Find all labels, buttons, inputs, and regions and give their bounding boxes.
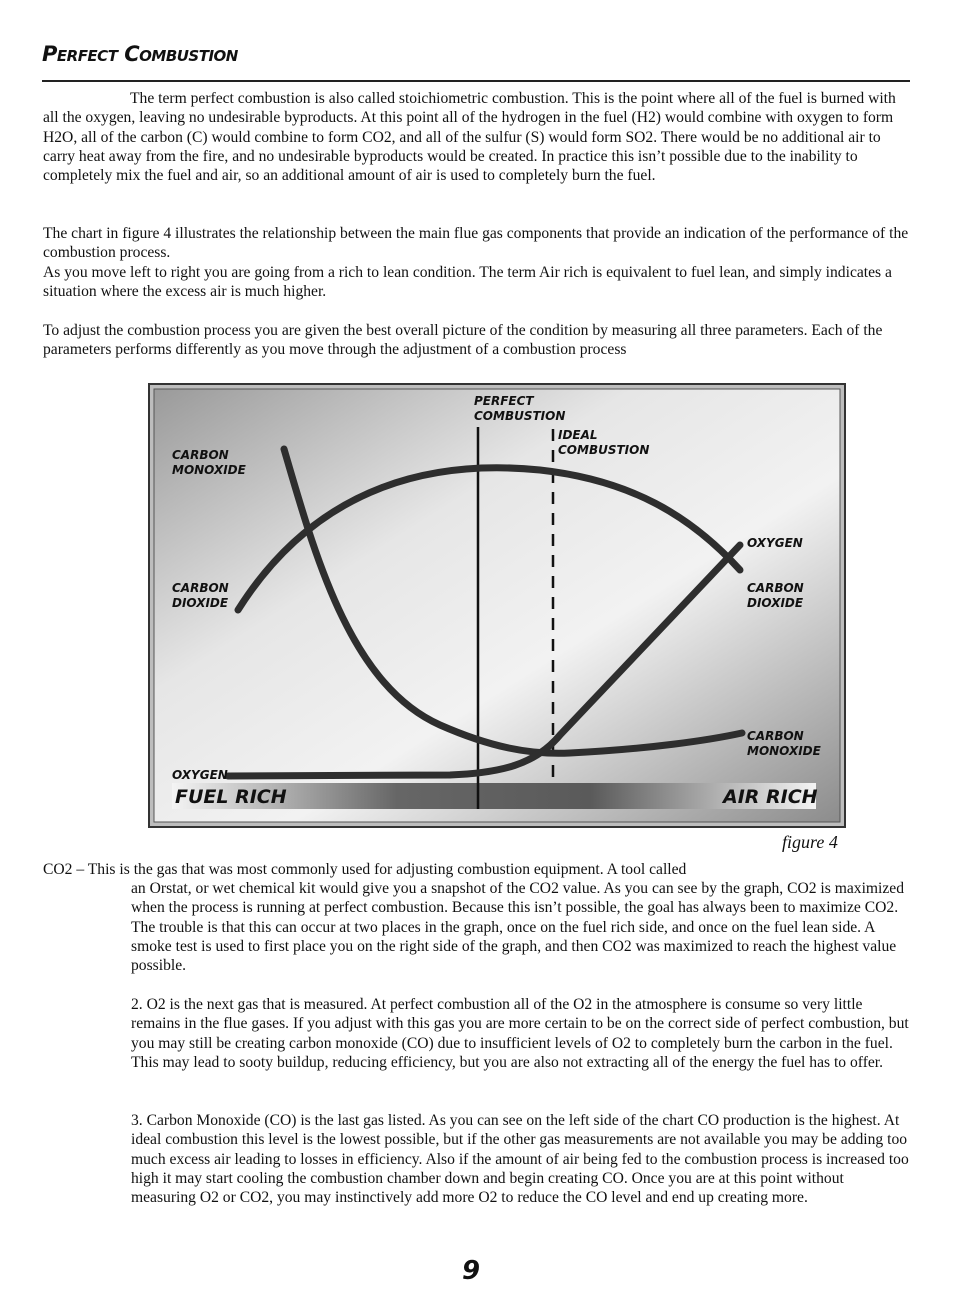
label-carbon-monoxide-left: CARBON bbox=[172, 448, 229, 462]
label-perfect-combustion: COMBUSTION bbox=[474, 409, 566, 423]
label-carbon-dioxide-left: CARBON bbox=[172, 581, 229, 595]
item-co2-lead: CO2 – This is the gas that was most commonly used for adjusting combustion equipment. A tool called bbox=[43, 861, 687, 878]
label-ideal-combustion: COMBUSTION bbox=[558, 443, 650, 457]
label-carbon-dioxide-right-2: DIOXIDE bbox=[747, 596, 804, 610]
label-carbon-monoxide-left-2: MONOXIDE bbox=[172, 463, 246, 477]
item-co2-body: an Orstat, or wet chemical kit would give you a snapshot of the CO2 value. As you can see by the graph, CO2 is maximized when the process is running at perfect combustion. Because this isn’t possible, the goal has always been to maximize CO2. The trouble is that this can occur at two places in the graph, once on the fuel rich side, and once on the fuel lean side. A smoke test is used to first place you on the right side of the graph, and then CO2 was maximized to reach the highest value possible. bbox=[131, 880, 905, 975]
heading-rule bbox=[42, 80, 910, 82]
label-carbon-dioxide-right: CARBON bbox=[747, 581, 804, 595]
label-oxygen-left: OXYGEN bbox=[172, 768, 228, 782]
chart-background bbox=[154, 389, 840, 822]
label-air-rich: AIR RICH bbox=[723, 786, 818, 808]
paragraph-perfect-combustion: The term perfect combustion is also called stoichiometric combustion. This is the point where all of the fuel is burned with all the oxygen, leaving no undesirable byproducts. At this point all of the hydrogen in the fuel (H2) would combine with oxygen to form H2O, all of the carbon (C) would combine to form CO2, and all of the sulfur (S) would form SO2. There would be no additional air to carry heat away from the fire, and no undesirable byproducts would be created. In practice this isn’t possible due to the inability to completely mix the fuel and air, so an additional amount of air is used to completely burn the fuel. bbox=[43, 90, 896, 185]
label-perfect: PERFECT bbox=[474, 394, 534, 408]
combustion-chart-svg bbox=[150, 385, 844, 826]
figure-caption: figure 4 bbox=[782, 832, 838, 852]
label-oxygen-right: OXYGEN bbox=[747, 536, 803, 550]
label-carbon-monoxide-right: CARBON bbox=[747, 729, 804, 743]
paragraph-adjust: To adjust the combustion process you are given the best overall picture of the condition by measuring all three parameters. Each of the parameters performs differently as you move through the adjustment of a combustion process bbox=[43, 322, 883, 359]
paragraph-chart-intro: The chart in figure 4 illustrates the relationship between the main flue gas components that provide an indication of the performance of the combustion process. bbox=[43, 225, 909, 262]
label-fuel-rich: FUEL RICH bbox=[175, 786, 287, 808]
label-carbon-dioxide-left-2: DIOXIDE bbox=[172, 596, 229, 610]
section-heading: Perfect Combustion bbox=[42, 42, 238, 66]
item-carbon-monoxide: 3. Carbon Monoxide (CO) is the last gas listed. As you can see on the left side of the chart CO production is the highest. At ideal combustion this level is the lowest possible, but if the other gas measurements are not available you may be adding too much excess air leading to losses in efficiency. Also if the amount of air being fed to the combustion process is increased too high it may start cooling the combustion chamber down and begin creating CO. Once you are at this point without measuring O2 or CO2, you may instinctively add more O2 to reduce the CO level and end up creating more. bbox=[131, 1112, 909, 1207]
combustion-chart bbox=[148, 383, 846, 828]
paragraph-rich-to-lean: As you move left to right you are going from a rich to lean condition. The term Air rich is equivalent to fuel lean, and simply indicates a situation where the excess air is much higher. bbox=[43, 264, 892, 301]
label-ideal: IDEAL bbox=[558, 428, 598, 442]
page-number: 9 bbox=[462, 1256, 481, 1286]
label-carbon-monoxide-right-2: MONOXIDE bbox=[747, 744, 821, 758]
item-o2: 2. O2 is the next gas that is measured. At perfect combustion all of the O2 in the atmosphere is consume so very little remains in the flue gases. If you adjust with this gas you are more certain to be on the correct side of perfect combustion, but you may still be creating carbon monoxide (CO) due to insufficient levels of O2 to completely burn the carbon in the fuel. This may lead to sooty buildup, reducing efficiency, but you are also not extracting all of the energy the fuel has to offer. bbox=[131, 996, 909, 1071]
